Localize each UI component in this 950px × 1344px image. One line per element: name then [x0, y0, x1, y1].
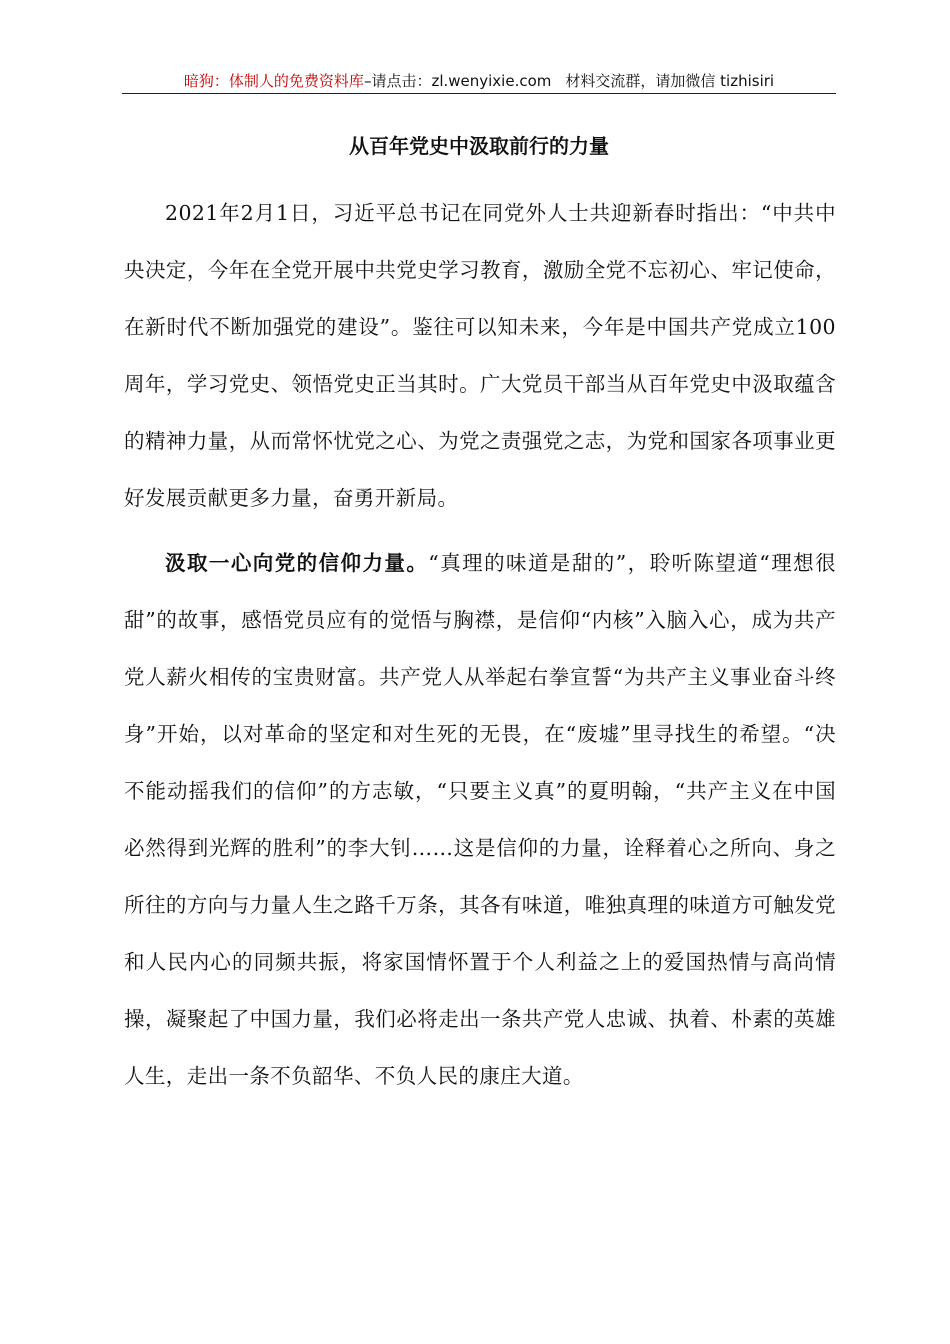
document-title: 从百年党史中汲取前行的力量 [349, 134, 609, 158]
header-click-prompt: –请点击： [363, 72, 432, 90]
paragraph-faith-body: “真理的味道是甜的”，聆听陈望道“理想很甜”的故事，感悟党员应有的觉悟与胸襟，是信仰“内核”入脑入心，成为共产党人薪火相传的宝贵财富。共产党人从举起右拳宣誓“为共产主义事业奋斗终身”开始，以对革命的坚定和对生死的无畏，在“废墟”里寻找生的希望。“决不能动摇我们的信仰”的方志敏，“只要主义真”的夏明翰，“共产主义在中国必然得到光辉的胜利”的李大钊……这是信仰的力量，诠释着心之所向、身之所往的方向与力量人生之路千万条，其各有味道，唯独真理的味道方可触发党和人民内心的同频共振，将家国情怀置于个人利益之上的爱国热情与高尚情操，凝聚起了中国力量，我们必将走出一条共产党人忠诚、执着、朴素的英雄人生，走出一条不负韶华、不负人民的康庄大道。 [124, 551, 836, 1088]
paragraph-faith-heading: 汲取一心向党的信仰力量。 [165, 551, 429, 575]
paragraph-faith [124, 535, 836, 1105]
page-header [122, 70, 836, 92]
paragraph-intro: 2021年2月1日，习近平总书记在同党外人士共迎新春时指出：“中共中央决定，今年在全党开展中共党史学习教育，激励全党不忘初心、牢记使命，在新时代不断加强党的建设”。鉴往可以知未来，今年是中国共产党成立100周年，学习党史、领悟党史正当其时。广大党员干部当从百年党史中汲取蕴含的精神力量，从而常怀忧党之心、为党之责强党之志，为党和国家各项事业更好发展贡献更多力量，奋勇开新局。 [124, 201, 836, 510]
header-url-link[interactable]: zl.wenyixie.com [431, 72, 552, 90]
header-site-name: 暗狗：体制人的免费资料库 [183, 72, 364, 90]
header-wechat-note: 材料交流群，请加微信 tizhisiri [565, 72, 775, 90]
header-divider [122, 93, 836, 94]
